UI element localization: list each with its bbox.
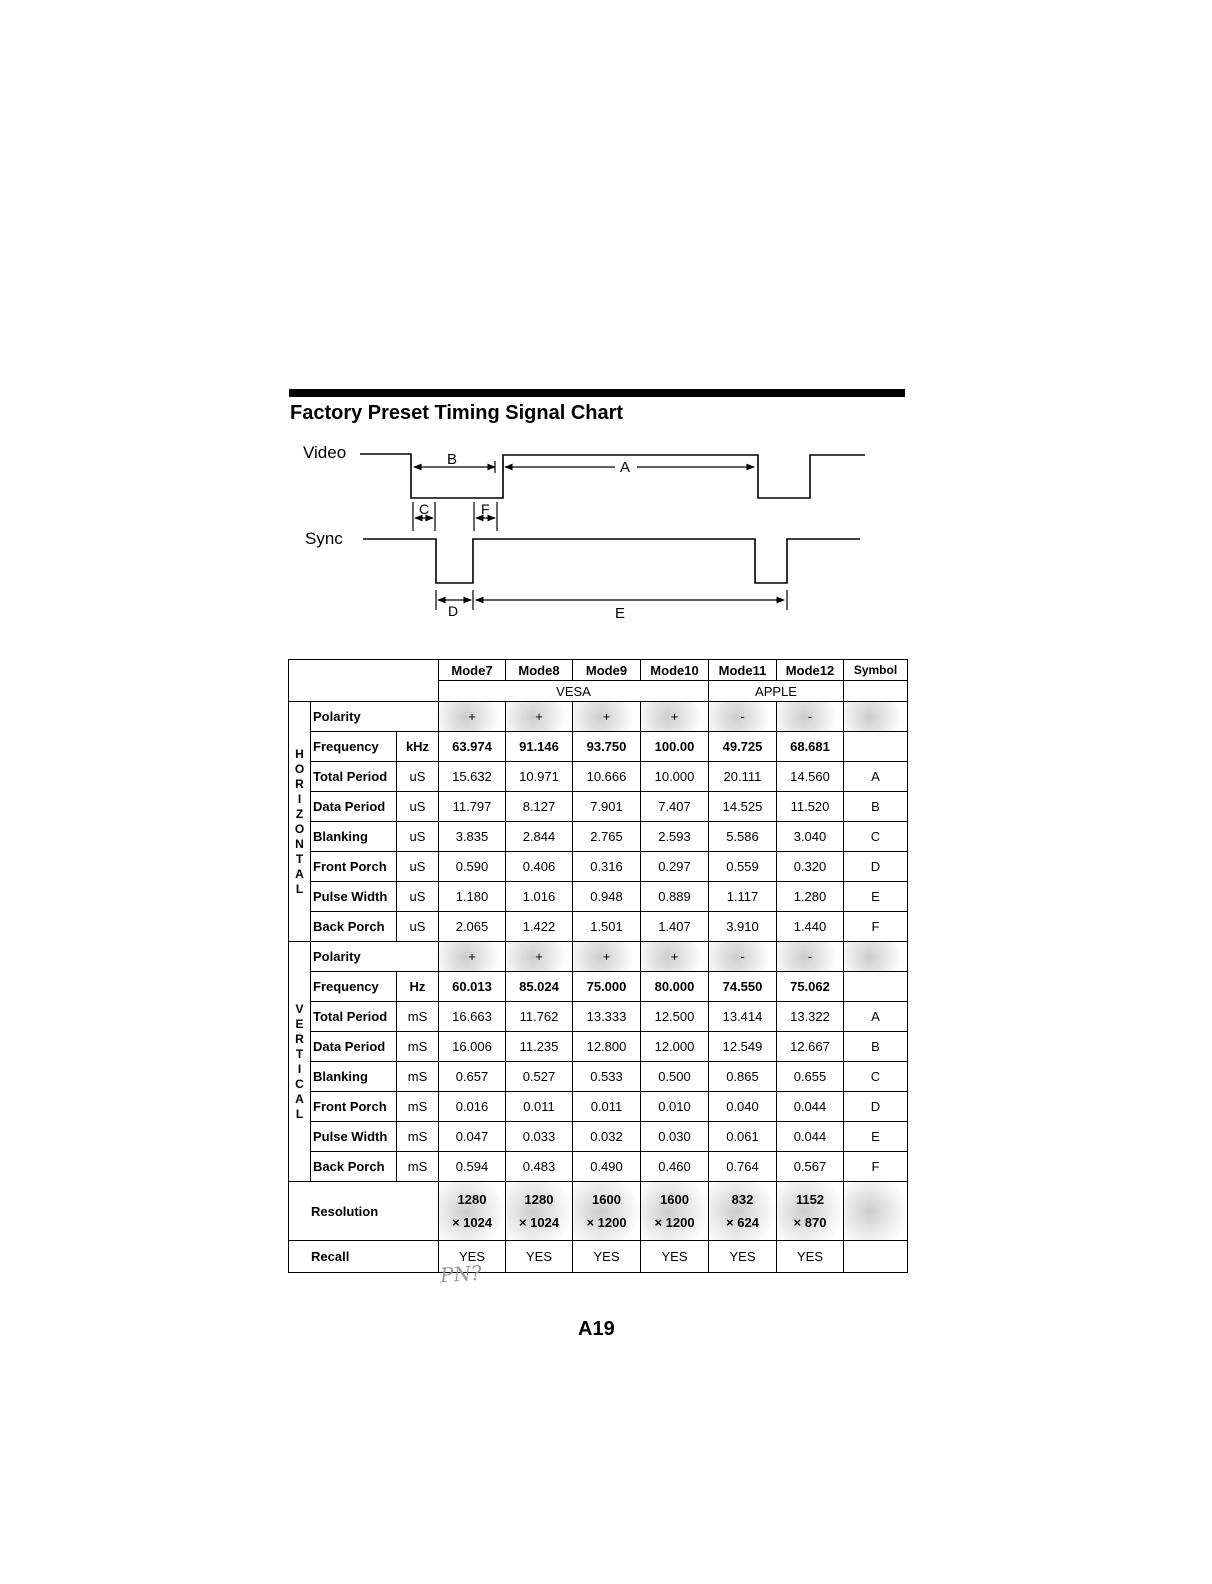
row-label: Frequency <box>311 732 397 762</box>
resolution-cell <box>573 1182 641 1241</box>
mark-c: C <box>419 501 430 517</box>
handwritten-stamp: PN? <box>439 1260 483 1288</box>
value-cell: 1.501 <box>573 912 641 942</box>
recall-cell: YES <box>506 1241 573 1273</box>
value-cell: 13.333 <box>573 1002 641 1032</box>
value-cell: 0.527 <box>506 1062 573 1092</box>
vertical-row <box>289 1002 908 1032</box>
row-label: Data Period <box>311 1032 397 1062</box>
value-cell: 74.550 <box>709 972 777 1002</box>
vertical-row <box>289 1092 908 1122</box>
value-cell: 0.948 <box>573 882 641 912</box>
value-cell: 0.016 <box>439 1092 506 1122</box>
value-cell: 0.406 <box>506 852 573 882</box>
row-unit: mS <box>397 1032 439 1062</box>
value-cell: 0.559 <box>709 852 777 882</box>
row-unit: mS <box>397 1062 439 1092</box>
value-cell: 0.657 <box>439 1062 506 1092</box>
value-cell: 3.910 <box>709 912 777 942</box>
value-cell: 10.971 <box>506 762 573 792</box>
value-cell: 11.762 <box>506 1002 573 1032</box>
side-letter: N <box>295 836 304 851</box>
recall-cell: YES <box>777 1241 844 1273</box>
vertical-row <box>289 972 908 1002</box>
value-cell: 1.180 <box>439 882 506 912</box>
group-header: VESA <box>439 681 709 702</box>
mode-header-row <box>289 660 908 681</box>
value-cell: 13.322 <box>777 1002 844 1032</box>
value-cell: 10.666 <box>573 762 641 792</box>
value-cell: 0.033 <box>506 1122 573 1152</box>
row-unit: mS <box>397 1122 439 1152</box>
horizontal-row <box>289 822 908 852</box>
value-cell: - <box>709 942 777 972</box>
symbol-blank <box>844 681 908 702</box>
resolution-width: 832 <box>731 1192 754 1207</box>
symbol-cell: A <box>844 762 908 792</box>
value-cell: 49.725 <box>709 732 777 762</box>
value-cell: 0.297 <box>641 852 709 882</box>
value-cell: 0.320 <box>777 852 844 882</box>
value-cell: 0.030 <box>641 1122 709 1152</box>
video-waveform <box>360 454 865 498</box>
row-unit: mS <box>397 1152 439 1182</box>
value-cell: 5.586 <box>709 822 777 852</box>
group-header: APPLE <box>709 681 844 702</box>
value-cell: 12.800 <box>573 1032 641 1062</box>
value-cell: 100.00 <box>641 732 709 762</box>
resolution-width: 1152 <box>795 1192 825 1207</box>
value-cell: 20.111 <box>709 762 777 792</box>
value-cell: 63.974 <box>439 732 506 762</box>
symbol-cell: C <box>844 1062 908 1092</box>
recall-cell: YES <box>709 1241 777 1273</box>
value-cell: 85.024 <box>506 972 573 1002</box>
resolution-width: 1600 <box>592 1192 621 1207</box>
horizontal-row <box>289 702 908 732</box>
value-cell: 15.632 <box>439 762 506 792</box>
symbol-cell: A <box>844 1002 908 1032</box>
mode-header: Mode12 <box>777 660 844 681</box>
value-cell: 91.146 <box>506 732 573 762</box>
symbol-cell: C <box>844 822 908 852</box>
side-letter: C <box>295 1076 304 1091</box>
row-unit: Hz <box>397 972 439 1002</box>
value-cell: 12.000 <box>641 1032 709 1062</box>
value-cell: 0.567 <box>777 1152 844 1182</box>
symbol-cell: F <box>844 1152 908 1182</box>
symbol-cell: B <box>844 792 908 822</box>
resolution-height: × 1024 <box>451 1215 493 1230</box>
value-cell: 68.681 <box>777 732 844 762</box>
resolution-label: Resolution <box>289 1182 439 1241</box>
value-cell: 1.407 <box>641 912 709 942</box>
value-cell: 1.280 <box>777 882 844 912</box>
row-label: Blanking <box>311 822 397 852</box>
mode-header: Mode11 <box>709 660 777 681</box>
value-cell: 3.835 <box>439 822 506 852</box>
value-cell: 0.590 <box>439 852 506 882</box>
value-cell: 10.000 <box>641 762 709 792</box>
symbol-cell: E <box>844 1122 908 1152</box>
resolution-row <box>289 1182 908 1241</box>
value-cell: + <box>641 702 709 732</box>
row-label: Frequency <box>311 972 397 1002</box>
value-cell: 14.525 <box>709 792 777 822</box>
value-cell: 75.062 <box>777 972 844 1002</box>
value-cell: 0.316 <box>573 852 641 882</box>
row-label: Total Period <box>311 1002 397 1032</box>
value-cell: 11.520 <box>777 792 844 822</box>
row-label: Front Porch <box>311 852 397 882</box>
value-cell: 0.011 <box>506 1092 573 1122</box>
horizontal-side-label <box>289 702 311 942</box>
resolution-height: × 624 <box>726 1215 759 1230</box>
row-label: Data Period <box>311 792 397 822</box>
value-cell: + <box>641 942 709 972</box>
row-label: Pulse Width <box>311 882 397 912</box>
value-cell: + <box>439 702 506 732</box>
symbol-cell: E <box>844 882 908 912</box>
row-label: Back Porch <box>311 912 397 942</box>
value-cell: 0.047 <box>439 1122 506 1152</box>
horizontal-row <box>289 882 908 912</box>
recall-cell: YES <box>573 1241 641 1273</box>
row-label: Polarity <box>311 702 439 732</box>
row-label: Blanking <box>311 1062 397 1092</box>
vertical-row <box>289 942 908 972</box>
recall-row <box>289 1241 908 1273</box>
page-title: Factory Preset Timing Signal Chart <box>290 402 624 424</box>
value-cell: - <box>777 702 844 732</box>
value-cell: 0.010 <box>641 1092 709 1122</box>
mode-header: Mode9 <box>573 660 641 681</box>
horizontal-row <box>289 912 908 942</box>
value-cell: 3.040 <box>777 822 844 852</box>
value-cell: 0.044 <box>777 1092 844 1122</box>
value-cell: 12.667 <box>777 1032 844 1062</box>
value-cell: 80.000 <box>641 972 709 1002</box>
resolution-height: × 1024 <box>518 1215 560 1230</box>
value-cell: 0.460 <box>641 1152 709 1182</box>
side-letter: A <box>295 866 304 881</box>
value-cell: 0.490 <box>573 1152 641 1182</box>
value-cell: 0.483 <box>506 1152 573 1182</box>
row-unit: mS <box>397 1002 439 1032</box>
side-letter: L <box>295 1106 304 1121</box>
side-letter: I <box>297 1061 302 1076</box>
vertical-row <box>289 1152 908 1182</box>
page-number: A19 <box>578 1318 615 1340</box>
resolution-width: 1600 <box>660 1192 689 1207</box>
side-letter: H <box>295 746 304 761</box>
vertical-side-label <box>289 942 311 1182</box>
value-cell: 1.117 <box>709 882 777 912</box>
row-unit: kHz <box>397 732 439 762</box>
side-letter: T <box>295 1046 304 1061</box>
side-letter: I <box>297 791 302 806</box>
value-cell: 1.440 <box>777 912 844 942</box>
sync-waveform <box>363 539 860 583</box>
symbol-cell: D <box>844 852 908 882</box>
value-cell: 11.235 <box>506 1032 573 1062</box>
value-cell: 2.593 <box>641 822 709 852</box>
value-cell: - <box>777 942 844 972</box>
row-label: Polarity <box>311 942 439 972</box>
row-label: Front Porch <box>311 1092 397 1122</box>
value-cell: 7.407 <box>641 792 709 822</box>
row-unit: uS <box>397 762 439 792</box>
symbol-cell <box>844 942 908 972</box>
symbol-blank <box>844 1182 908 1241</box>
mark-d: D <box>448 603 459 619</box>
recall-cell: YES <box>439 1241 506 1273</box>
symbol-cell: D <box>844 1092 908 1122</box>
video-label: Video <box>303 443 347 462</box>
side-letter: O <box>294 821 305 836</box>
side-letter: V <box>295 1001 304 1016</box>
side-letter: O <box>294 761 305 776</box>
row-unit: uS <box>397 792 439 822</box>
resolution-width: 1280 <box>457 1192 487 1207</box>
horizontal-row <box>289 792 908 822</box>
horizontal-row <box>289 732 908 762</box>
resolution-cell <box>641 1182 709 1241</box>
value-cell: 0.889 <box>641 882 709 912</box>
value-cell: 8.127 <box>506 792 573 822</box>
timing-table-body <box>289 660 908 1273</box>
value-cell: 0.011 <box>573 1092 641 1122</box>
mode-header: Mode7 <box>439 660 506 681</box>
horizontal-row <box>289 852 908 882</box>
vertical-row <box>289 1032 908 1062</box>
resolution-width: 1280 <box>524 1192 554 1207</box>
value-cell: 2.844 <box>506 822 573 852</box>
value-cell: 16.663 <box>439 1002 506 1032</box>
value-cell: + <box>573 702 641 732</box>
value-cell: 7.901 <box>573 792 641 822</box>
resolution-cell <box>777 1182 844 1241</box>
corner-cell <box>289 660 439 702</box>
value-cell: 0.594 <box>439 1152 506 1182</box>
mark-e: E <box>615 605 626 622</box>
symbol-cell: B <box>844 1032 908 1062</box>
value-cell: 0.032 <box>573 1122 641 1152</box>
row-unit: uS <box>397 882 439 912</box>
top-rule <box>289 389 905 397</box>
value-cell: 14.560 <box>777 762 844 792</box>
value-cell: 1.422 <box>506 912 573 942</box>
value-cell: 0.061 <box>709 1122 777 1152</box>
mark-f: F <box>481 501 490 517</box>
recall-cell: YES <box>641 1241 709 1273</box>
side-letter: E <box>295 1016 304 1031</box>
value-cell: + <box>439 942 506 972</box>
value-cell: 12.500 <box>641 1002 709 1032</box>
value-cell: 0.044 <box>777 1122 844 1152</box>
symbol-cell: F <box>844 912 908 942</box>
mark-b: B <box>447 451 458 468</box>
mark-a: A <box>620 459 631 476</box>
side-letter: R <box>295 1031 304 1046</box>
value-cell: 12.549 <box>709 1032 777 1062</box>
value-cell: 11.797 <box>439 792 506 822</box>
symbol-cell <box>844 972 908 1002</box>
value-cell: - <box>709 702 777 732</box>
symbol-blank <box>844 1241 908 1273</box>
row-label: Pulse Width <box>311 1122 397 1152</box>
row-unit: mS <box>397 1092 439 1122</box>
mode-header: Mode8 <box>506 660 573 681</box>
sync-label: Sync <box>305 529 343 548</box>
value-cell: 0.040 <box>709 1092 777 1122</box>
resolution-cell <box>709 1182 777 1241</box>
resolution-height: × 1200 <box>586 1215 627 1230</box>
mode-header: Mode10 <box>641 660 709 681</box>
vertical-row <box>289 1062 908 1092</box>
side-letter: A <box>295 1091 304 1106</box>
resolution-cell <box>439 1182 506 1241</box>
value-cell: 0.533 <box>573 1062 641 1092</box>
value-cell: + <box>506 702 573 732</box>
side-letter: T <box>295 851 304 866</box>
resolution-height: × 1200 <box>654 1215 695 1230</box>
timing-table <box>288 659 908 1273</box>
value-cell: 0.865 <box>709 1062 777 1092</box>
value-cell: 13.414 <box>709 1002 777 1032</box>
horizontal-row <box>289 762 908 792</box>
symbol-header: Symbol <box>844 660 908 681</box>
value-cell: + <box>506 942 573 972</box>
row-label: Total Period <box>311 762 397 792</box>
recall-label: Recall <box>289 1241 439 1273</box>
timing-diagram <box>290 438 910 628</box>
resolution-height: × 870 <box>793 1215 827 1230</box>
value-cell: + <box>573 942 641 972</box>
value-cell: 0.655 <box>777 1062 844 1092</box>
side-letter: Z <box>295 806 304 821</box>
value-cell: 60.013 <box>439 972 506 1002</box>
resolution-cell <box>506 1182 573 1241</box>
symbol-cell <box>844 702 908 732</box>
row-unit: uS <box>397 822 439 852</box>
value-cell: 2.065 <box>439 912 506 942</box>
value-cell: 0.500 <box>641 1062 709 1092</box>
row-label: Back Porch <box>311 1152 397 1182</box>
value-cell: 1.016 <box>506 882 573 912</box>
side-letter: R <box>295 776 304 791</box>
value-cell: 75.000 <box>573 972 641 1002</box>
side-letter: L <box>295 881 304 896</box>
row-unit: uS <box>397 912 439 942</box>
value-cell: 16.006 <box>439 1032 506 1062</box>
row-unit: uS <box>397 852 439 882</box>
value-cell: 2.765 <box>573 822 641 852</box>
value-cell: 93.750 <box>573 732 641 762</box>
vertical-row <box>289 1122 908 1152</box>
symbol-cell <box>844 732 908 762</box>
value-cell: 0.764 <box>709 1152 777 1182</box>
